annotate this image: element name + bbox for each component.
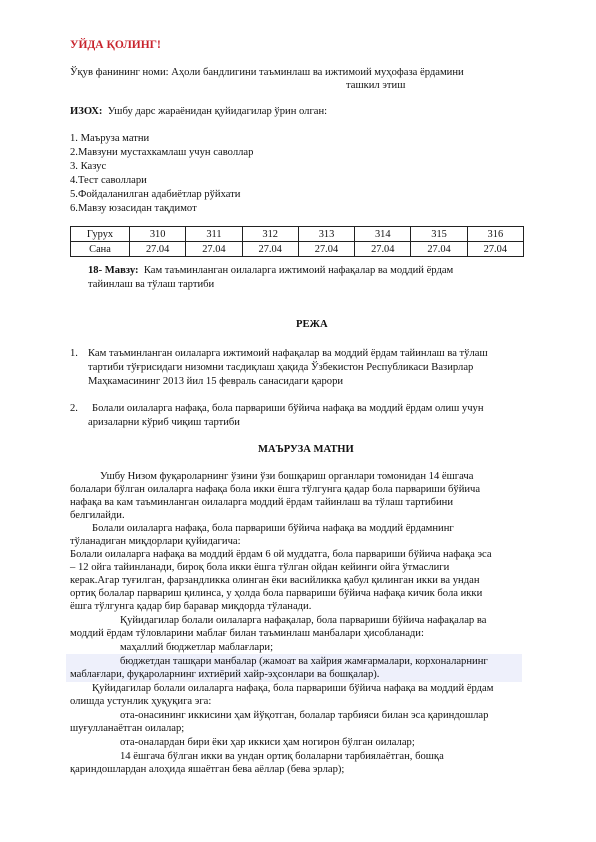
group-cell: 316 — [467, 227, 523, 242]
date-cell: 27.04 — [242, 242, 298, 257]
date-cell: 27.04 — [467, 242, 523, 257]
body-line: шуғулланаётган оилалар; — [70, 723, 185, 734]
body-line: Қуйидагилар болали оилаларга нафақа, бола парвариши бўйича нафақа ва моддий ёрдам — [92, 683, 494, 694]
date-label-cell: Сана — [71, 242, 130, 257]
note-text: Ушбу дарс жараёнидан қуйидагилар ўрин олган: — [107, 106, 328, 117]
group-cell: 314 — [355, 227, 411, 242]
group-label-cell: Гурух — [71, 227, 130, 242]
plan-item-line: тартиби тўғрисидаги низомни тасдиқлаш ҳақида Ўзбекистон Республикаси Вазирлар — [88, 362, 474, 373]
contents-item: 6.Мавзу юзасидан тақдимот — [70, 203, 197, 214]
body-line: Болали оилаларга нафақа ва моддий ёрдам 6 ой муддатга, бола парвариши бўйича нафақа эса — [70, 549, 492, 560]
group-cell: 312 — [242, 227, 298, 242]
group-cell: 315 — [411, 227, 467, 242]
date-cell: 27.04 — [411, 242, 467, 257]
plan-item-number: 2. — [70, 403, 78, 414]
topic-line-1 — [88, 264, 453, 277]
date-cell: 27.04 — [186, 242, 242, 257]
topic-label: 18- Мавзу: — [88, 265, 139, 276]
date-cell: 27.04 — [298, 242, 354, 257]
lecture-title: МАЪРУЗА МАТНИ — [258, 444, 354, 455]
body-line: белгилайди. — [70, 510, 125, 521]
plan-item-line: Маҳкамасининг 2013 йил 15 февраль санасидаги қарори — [88, 376, 344, 387]
topic-text: Кам таъминланган оилаларга ижтимоий нафақалар ва моддий ёрдам — [143, 265, 454, 276]
body-line: моддий ёрдам тўловларини маблағ билан таъминлаш манбалари ҳисобланади: — [70, 628, 424, 639]
body-line: Қуйидагилар болали оилаларга нафақалар, бола парвариши бўйича нафақалар ва — [120, 615, 487, 626]
date-cell: 27.04 — [130, 242, 186, 257]
schedule-date-row — [71, 242, 524, 257]
body-line: ортиқ болалар парвариш қилинса, у ҳолда бола парвариши бўйича нафақа кичик бола икки — [70, 588, 483, 599]
group-cell: 313 — [298, 227, 354, 242]
note-line — [70, 105, 327, 118]
body-line: тўланадиган миқдорлари қуйидагича: — [70, 536, 241, 547]
schedule-group-row — [71, 227, 524, 242]
body-line: Болали оилаларга нафақа, бола парвариши бўйича нафақа ва моддий ёрдамнинг — [92, 523, 454, 534]
body-line: бюджетдан ташқари манбалар (жамоат ва хайрия жамғармалари, корхоналарнинг — [120, 656, 488, 667]
contents-item: 1. Маъруза матни — [70, 133, 150, 144]
contents-item: 2.Мавзуни мустахкамлаш учун саволлар — [70, 147, 254, 158]
body-line: болалари бўлган оилаларга нафақа бола икки ёшга тўлгунга қадар бола парвариши бўйича — [70, 484, 481, 495]
subject-line-1: Ўқув фанининг номи: Аҳоли бандлигини таъминлаш ва ижтимоий муҳофаза ёрдамини — [70, 67, 464, 78]
schedule-table — [70, 226, 524, 257]
note-label: ИЗОХ: — [70, 106, 103, 117]
body-line: ота-оналардан бири ёки ҳар иккиси ҳам ногирон бўлган оилалар; — [120, 737, 415, 748]
plan-item-number: 1. — [70, 348, 78, 359]
plan-item-line: Кам таъминланган оилаларга ижтимоий нафақалар ва моддий ёрдам тайинлаш ва тўлаш — [88, 348, 488, 359]
body-line: ота-онасининг иккисини ҳам йўқотган, болалар тарбияси билан эса қариндошлар — [120, 710, 489, 721]
group-cell: 311 — [186, 227, 242, 242]
group-cell: 310 — [130, 227, 186, 242]
date-cell: 27.04 — [355, 242, 411, 257]
body-line: қариндошлардан алоҳида яшаётган бева аёллар (бева эрлар); — [70, 764, 345, 775]
body-line: 14 ёшгача бўлган икки ва ундан ортиқ болаларни тарбиялаётган, бошқа — [120, 751, 444, 762]
body-line: олишда устунлик ҳуқуқига эга: — [70, 696, 212, 707]
contents-item: 4.Тест саволлари — [70, 175, 147, 186]
subject-line-2: ташкил этиш — [346, 80, 406, 91]
topic-line-2: тайинлаш ва тўлаш тартиби — [88, 279, 215, 290]
body-line: – 12 ойга тайинланади, бироқ бола икки ёшга тўлган ойдан кейинги ойга ўтмаслиги — [70, 562, 450, 573]
body-line: нафақа ва кам таъминланган оилаларга моддий ёрдам тайинлаш ва тўлаш тартибини — [70, 497, 453, 508]
plan-title: РЕЖА — [296, 319, 328, 330]
plan-item-line: Болали оилаларга нафақа, бола парвариши бўйича нафақа ва моддий ёрдам олиш учун — [92, 403, 484, 414]
contents-item: 5.Фойдаланилган адабиётлар рўйхати — [70, 189, 241, 200]
plan-item-line: аризаларни кўриб чиқиш тартиби — [88, 417, 240, 428]
body-line: керак.Агар туғилган, фарзандликка олинган ёки васийликка қабул қилинган икки ва ундан — [70, 575, 480, 586]
contents-item: 3. Казус — [70, 161, 107, 172]
body-line: маҳаллий бюджетлар маблағлари; — [120, 642, 274, 653]
body-line: Ушбу Низом фуқароларнинг ўзини ўзи бошқариш органлари томонидан 14 ёшгача — [100, 471, 474, 482]
page-heading: УЙДА ҚОЛИНГ! — [70, 39, 161, 51]
body-line: ёшга тўлгунга қадар бир баравар миқдорда тўланади. — [70, 601, 312, 612]
body-line: маблағлари, фуқароларнинг ихтиёрий хайр-эҳсонлари ва бошқалар). — [70, 669, 380, 680]
